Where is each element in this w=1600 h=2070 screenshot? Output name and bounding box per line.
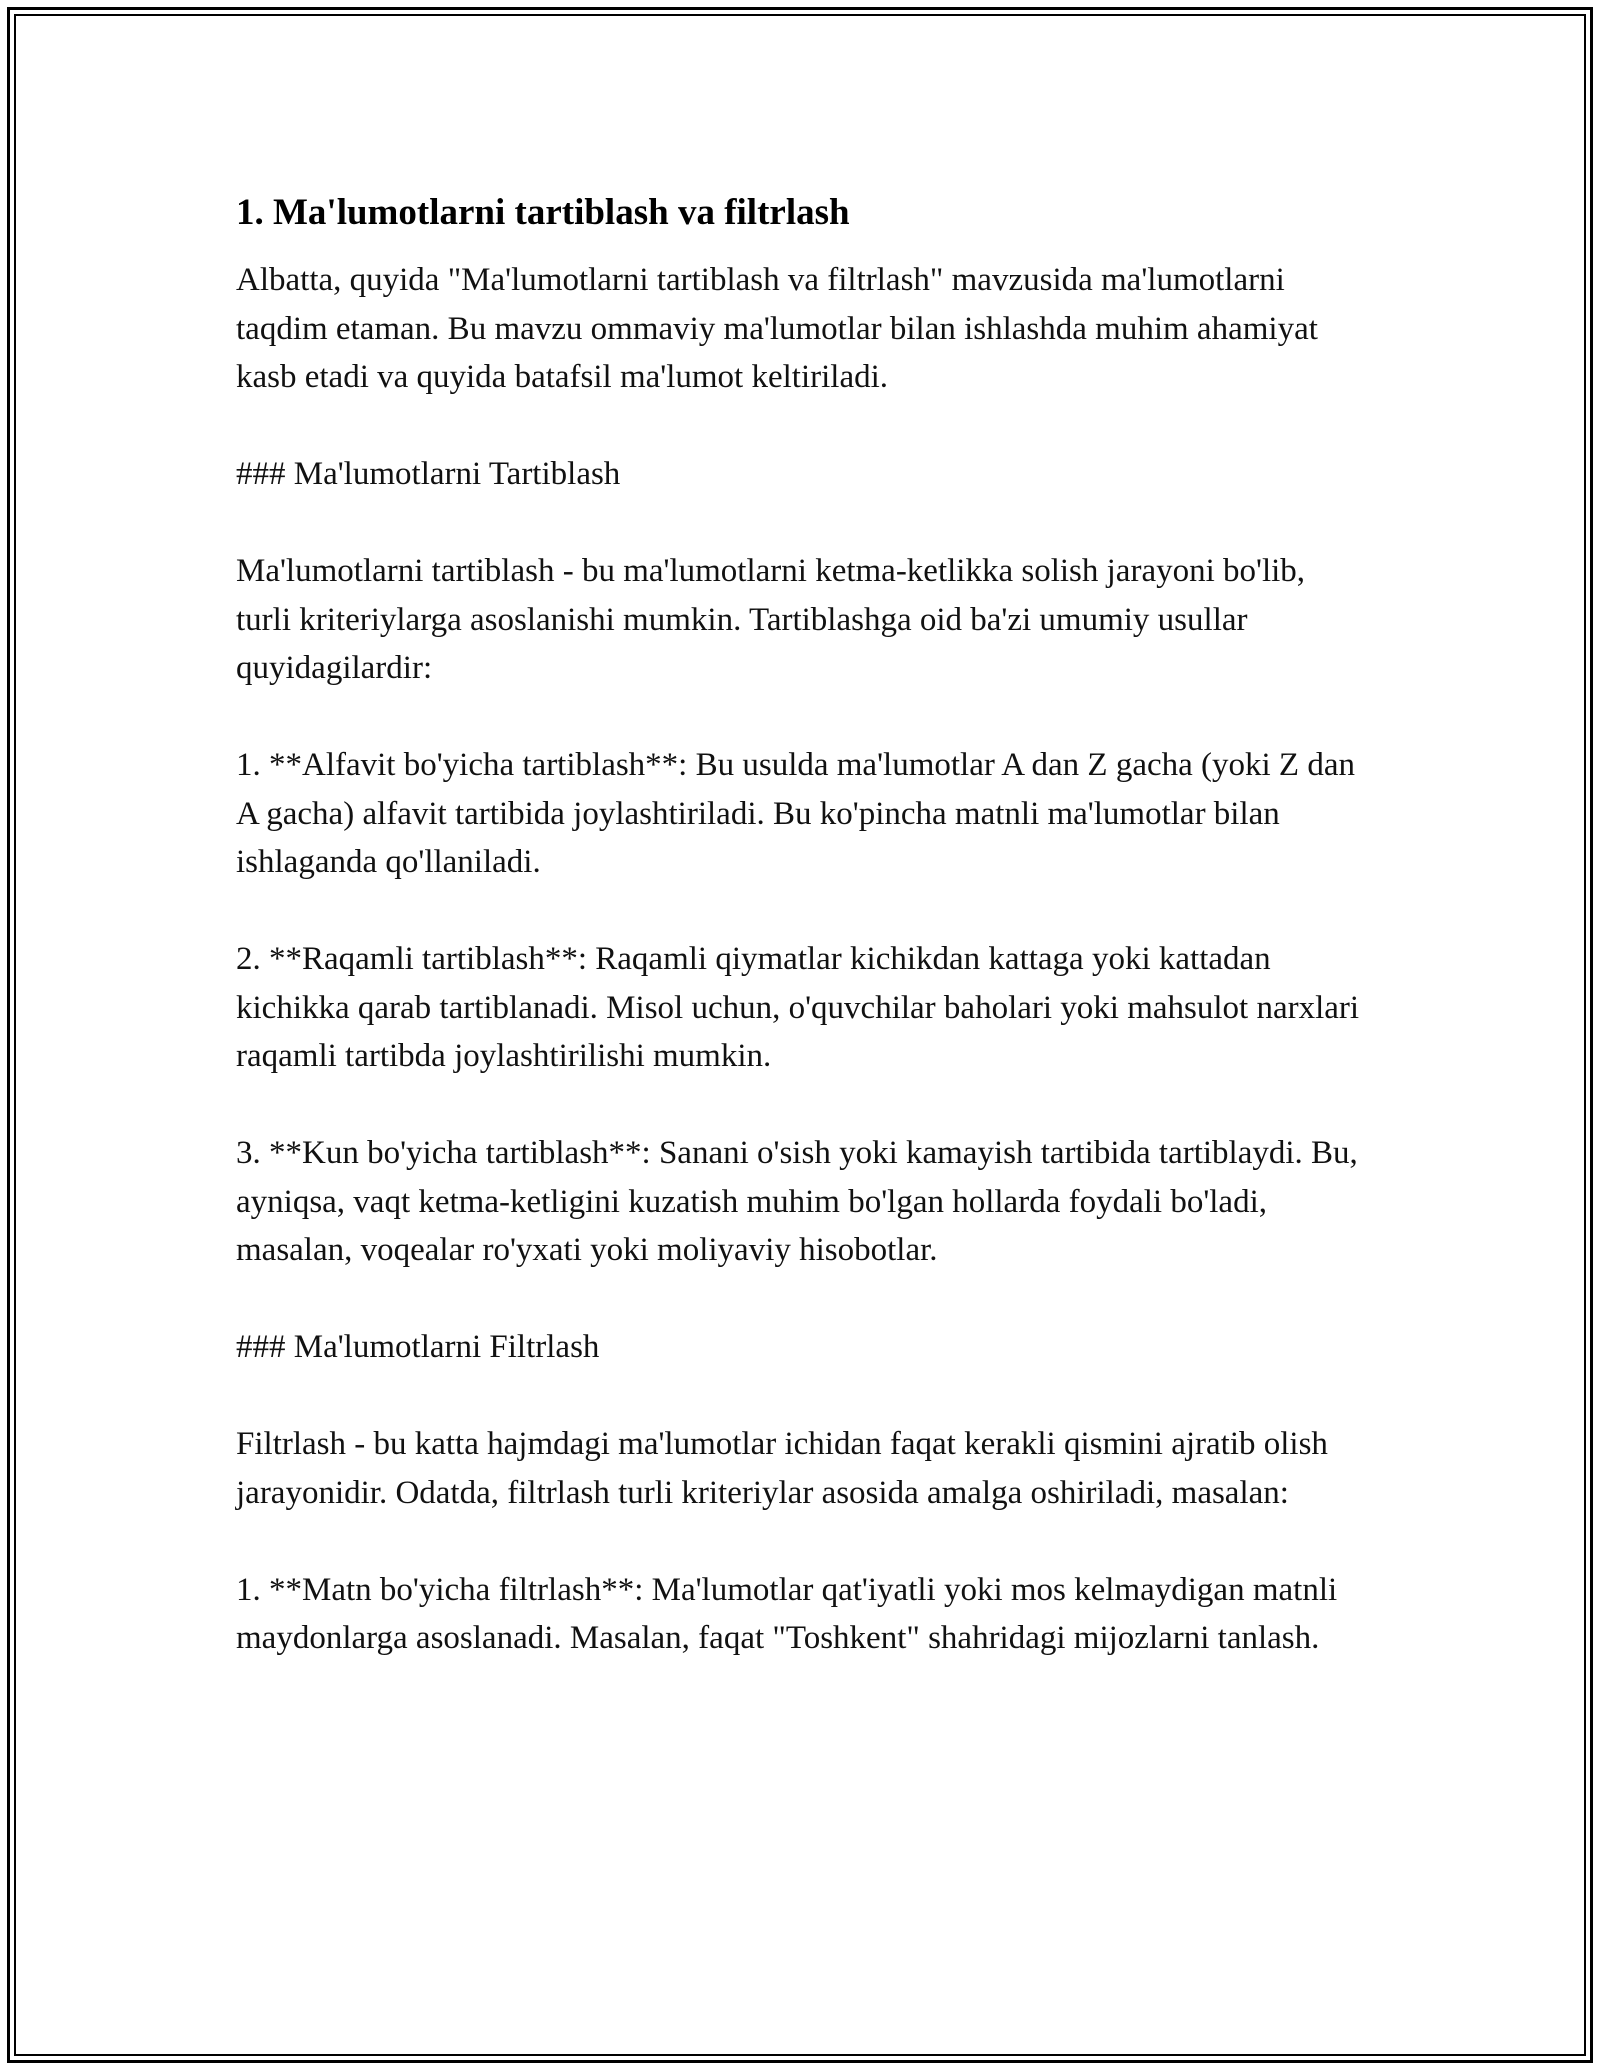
list-item-raqamli: 2. **Raqamli tartiblash**: Raqamli qiymatlar kichikdan kattaga yoki kattadan kichikka qarab tartiblanadi. Misol uchun, o'quvchilar baholari yoki mahsulot narxlari raqamli tartibda joylashtirilishi mumkin.	[236, 941, 1360, 1074]
intro-paragraph: Albatta, quyida "Ma'lumotlarni tartiblash va filtrlash" mavzusida ma'lumotlarni taqdim etaman. Bu mavzu ommaviy ma'lumotlar bilan ishlashda muhim ahamiyat kasb etadi va quyida batafsil ma'lumot keltiriladi.	[236, 262, 1318, 395]
list-item-matn: 1. **Matn bo'yicha filtrlash**: Ma'lumotlar qat'iyatli yoki mos kelmaydigan matnli maydonlarga asoslanadi. Masalan, faqat "Toshkent" shahridagi mijozlarni tanlash.	[236, 1571, 1338, 1656]
tartiblash-description: Ma'lumotlarni tartiblash - bu ma'lumotlarni ketma-ketlikka solish jarayoni bo'lib, turli kriteriylarga asoslanishi mumkin. Tartiblashga oid ba'zi umumiy usullar quyidagilardir:	[236, 553, 1306, 686]
section-heading-tartiblash: ### Ma'lumotlarni Tartiblash	[236, 456, 621, 492]
list-item-kun: 3. **Kun bo'yicha tartiblash**: Sanani o'sish yoki kamayish tartibida tartiblaydi. Bu, ayniqsa, vaqt ketma-ketligini kuzatish muhim bo'lgan hollarda foydali bo'ladi, masalan, voqealar ro'yxati yoki moliyaviy hisobotlar.	[236, 1135, 1358, 1268]
list-item-alfavit: 1. **Alfavit bo'yicha tartiblash**: Bu usulda ma'lumotlar A dan Z gacha (yoki Z dan A gacha) alfavit tartibida joylashtiriladi. Bu ko'pincha matnli ma'lumotlar bilan ishlaganda qo'llaniladi.	[236, 747, 1355, 880]
filtrlash-description: Filtrlash - bu katta hajmdagi ma'lumotlar ichidan faqat kerakli qismini ajratib olish jarayonidir. Odatda, filtrlash turli kriteriylar asosida amalga oshiriladi, masalan:	[236, 1426, 1328, 1511]
document-title: 1. Ma'lumotlarni tartiblash va filtrlash	[236, 192, 850, 233]
section-heading-filtrlash: ### Ma'lumotlarni Filtrlash	[236, 1329, 600, 1365]
document-body	[236, 186, 1366, 1711]
